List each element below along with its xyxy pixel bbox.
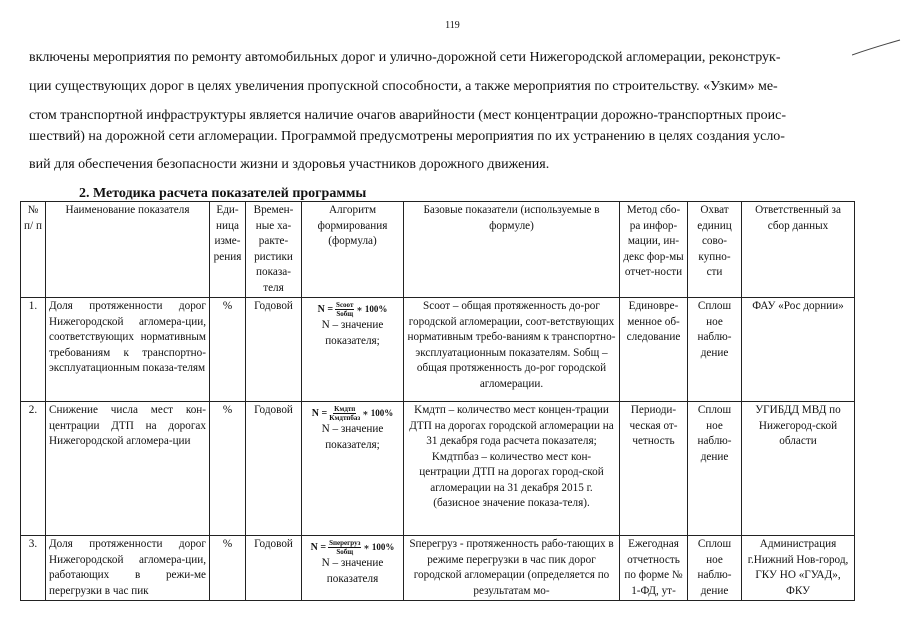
formula-fraction xyxy=(328,539,361,556)
formula-rhs: ∗ 100% xyxy=(362,407,394,418)
formula-rhs: ∗ 100% xyxy=(356,303,388,314)
formula-cell xyxy=(302,298,404,402)
formula-denominator: Kмдтпбаз xyxy=(329,414,361,422)
period: Годовой xyxy=(246,298,302,402)
unit: % xyxy=(210,402,246,536)
col-header-formula: Алгоритм формирования (формула) xyxy=(302,202,404,298)
col-header-base-indicators: Базовые показатели (используемые в формуле) xyxy=(404,202,620,298)
row-number: 1. xyxy=(21,298,46,402)
col-header-responsible: Ответственный за сбор данных xyxy=(742,202,855,298)
coverage: Сплош ное наблю-дение xyxy=(688,298,742,402)
responsible: УГИБДД МВД по Нижегород-ской области xyxy=(742,402,855,536)
table-row xyxy=(21,536,855,601)
formula-denominator: Sобщ xyxy=(336,310,354,318)
period: Годовой xyxy=(246,536,302,601)
col-header-period: Времен-ные ха-ракте-ристики показа-теля xyxy=(246,202,302,298)
pen-stroke-mark xyxy=(852,38,902,58)
indicators-table xyxy=(20,201,855,601)
indicator-name: Доля протяженности дорог Нижегородской агломера-ции, работающих в режи-ме перегрузки в час пик xyxy=(46,536,210,601)
responsible: Администрация г.Нижний Нов-город, ГКУ НО «ГУАД», ФКУ xyxy=(742,536,855,601)
formula-denominator: Sобщ xyxy=(336,548,354,556)
collection-method: Единовре-менное об-следование xyxy=(620,298,688,402)
col-header-coverage: Охват единиц сово-купно-сти xyxy=(688,202,742,298)
formula-lhs: N = xyxy=(310,541,327,553)
formula-numerator: Sсоот xyxy=(336,301,354,309)
section-heading: 2. Методика расчета показателей программы xyxy=(79,186,367,201)
col-header-method: Метод сбо-ра инфор-мации, ин-декс фор-мы отчет-ности xyxy=(620,202,688,298)
coverage: Сплош ное наблю-дение xyxy=(688,402,742,536)
formula-note: N – значение показателя xyxy=(321,557,384,585)
formula-cell xyxy=(302,402,404,536)
indicator-name: Доля протяженности дорог Нижегородской агломера-ции, соответствующих нормативным требованиям к транспортно-эксплуатационным показа-телям xyxy=(46,298,210,402)
responsible: ФАУ «Рос дорнии» xyxy=(742,298,855,402)
formula xyxy=(305,539,400,556)
formula-fraction xyxy=(335,301,354,318)
page-number: 119 xyxy=(445,20,460,31)
base-indicators: Sперегруз - протяженность рабо-тающих в режиме перегрузки в час пик дорог городской агломерации (определяется по результатам мо- xyxy=(404,536,620,601)
col-header-indicator-name: Наименование показателя xyxy=(46,202,210,298)
formula-fraction xyxy=(329,405,360,422)
row-number: 3. xyxy=(21,536,46,601)
collection-method: Ежегодная отчетность по форме № 1-ФД, ут- xyxy=(620,536,688,601)
paragraph-line: вий для обеспечения безопасности жизни и здоровья участников дорожного движения. xyxy=(29,157,550,172)
formula-rhs: ∗ 100% xyxy=(363,541,395,552)
unit: % xyxy=(210,298,246,402)
formula xyxy=(305,405,400,422)
formula-note: N – значение показателя; xyxy=(321,423,384,451)
base-indicators: Kмдтп – количество мест концен-трации ДТП на дорогах городской агломерации на 31 декабря года расчета показателя; Kмдтпбаз – количество мест кон-центрации ДТП на дорогах город-ской агломерации на 31 декабря 2015 г. (базисное значение показа-теля). xyxy=(404,402,620,536)
col-header-unit: Еди-ница изме-рения xyxy=(210,202,246,298)
base-indicators: Sсоот – общая протяженность до-рог городской агломерации, соот-ветствующих нормативным требо-ваниям к транспортно-эксплуатационным показателям. Sобщ – общая протяженность до-рог городской агломерации. xyxy=(404,298,620,402)
collection-method: Периоди-ческая от-четность xyxy=(620,402,688,536)
unit: % xyxy=(210,536,246,601)
formula-lhs: N = xyxy=(317,303,334,315)
formula xyxy=(305,301,400,318)
coverage: Сплош ное наблю-дение xyxy=(688,536,742,601)
period: Годовой xyxy=(246,402,302,536)
table-header-row xyxy=(21,202,855,298)
formula-numerator: Kмдтп xyxy=(334,405,356,413)
paragraph-line: ции существующих дорог в целях увеличения пропускной способности, а также мероприятия по строительству. «Узким» ме- xyxy=(29,79,778,94)
col-header-number: № п/ п xyxy=(21,202,46,298)
row-number: 2. xyxy=(21,402,46,536)
table-row xyxy=(21,298,855,402)
formula-note: N – значение показателя; xyxy=(321,319,384,347)
indicator-name: Снижение числа мест кон-центрации ДТП на дорогах Нижегородской агломера-ции xyxy=(46,402,210,536)
paragraph-line: шествий) на дорожной сети агломерации. Программой предусмотрены мероприятия по их устранению в целях создания усло- xyxy=(29,129,785,144)
formula-numerator: Sперегруз xyxy=(329,539,361,547)
formula-cell xyxy=(302,536,404,601)
paragraph-line: включены мероприятия по ремонту автомобильных дорог и улично-дорожной сети Нижегородской агломерации, реконструк- xyxy=(29,50,781,65)
table-row xyxy=(21,402,855,536)
paragraph-line: стом транспортной инфраструктуры является наличие очагов аварийности (мест концентрации дорожно-транспортных проис- xyxy=(29,108,786,123)
formula-lhs: N = xyxy=(311,407,328,419)
